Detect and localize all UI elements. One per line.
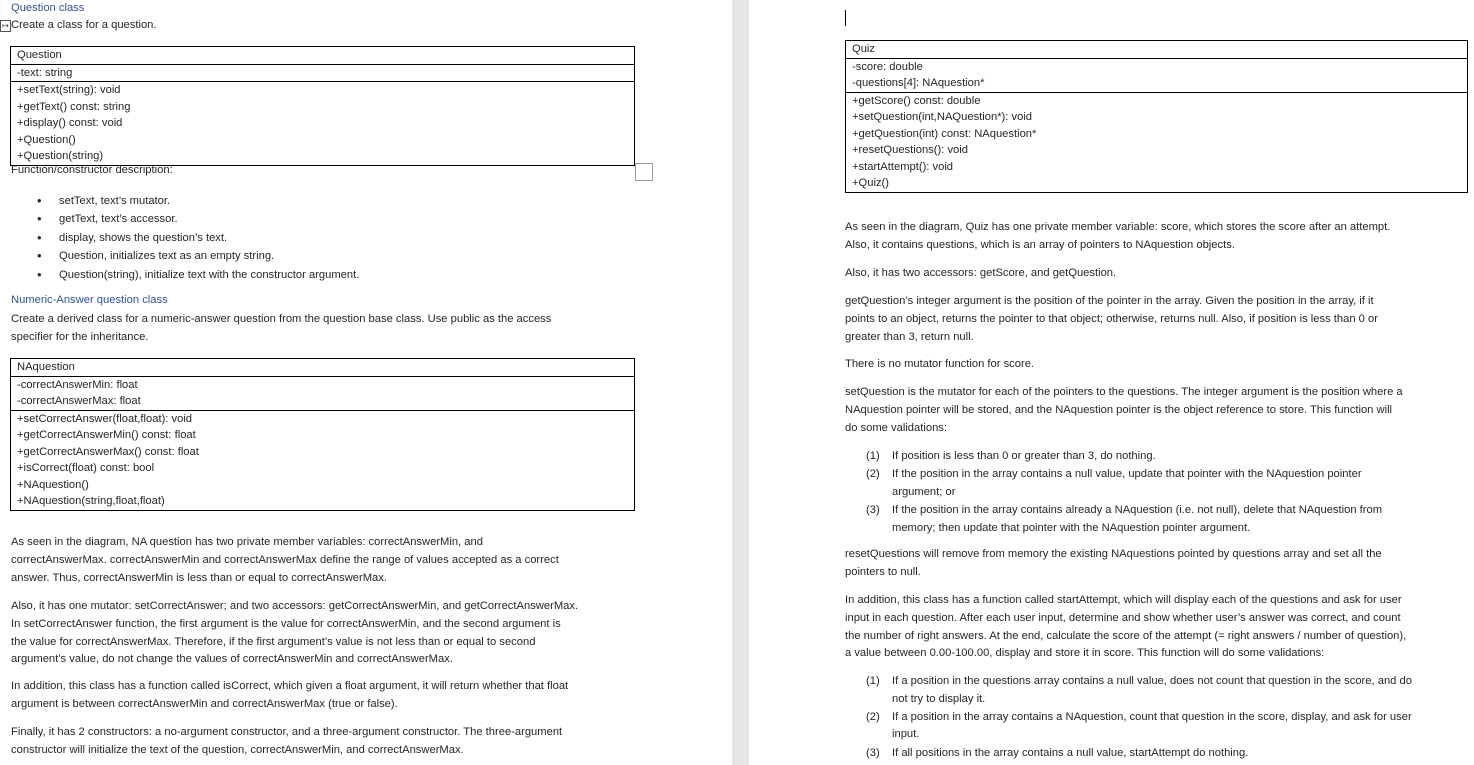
text-line: As seen in the diagram, NA question has two private member variables: correctAnswerMin, and: [11, 536, 483, 548]
text-line: input in each question. After each user input, determine and show whether user’s answer was correct, and count: [845, 611, 1401, 624]
uml-method: +resetQuestions(): void: [852, 144, 968, 156]
uml-method: +setQuestion(int,NAQuestion*): void: [852, 111, 1033, 123]
naq-paragraph-1: [11, 534, 559, 587]
text-line: answer. Thus, correctAnswerMin is less than or equal to correctAnswerMax.: [11, 571, 387, 584]
text-line: NAquestion pointer will be stored, and the NAquestion pointer is the object reference to store. This function will: [845, 403, 1393, 416]
list-item: [866, 673, 1466, 708]
text-line: Create a derived class for a numeric-answer question from the question base class. Use public as the access: [11, 313, 552, 325]
naq-class-heading: Numeric-Answer question class: [11, 294, 168, 306]
naq-paragraph-4: [11, 724, 562, 760]
question-uml-diagram: [10, 46, 635, 166]
text-line: If the position in the array contains already a NAquestion (i.e. not null), delete that NAquestion from: [892, 503, 1383, 516]
text-line: memory; then update that pointer with the NAquestion pointer argument.: [892, 521, 1251, 534]
list-item: [866, 466, 1466, 501]
text-line: points to an object, returns the pointer to that object; otherwise, returns null. Also, if position is less than 0 or: [845, 312, 1378, 325]
list-number: (1): [866, 450, 880, 462]
text-line: correctAnswerMax. correctAnswerMin and correctAnswerMax define the range of values accepted as a correct: [11, 553, 559, 566]
startattempt-validation-list: [866, 673, 1466, 763]
text-line: the number of right answers. At the end, calculate the score of the attempt (= right answers / number of question),: [845, 629, 1407, 642]
uml-class-name: Quiz: [852, 43, 876, 55]
text-line: In addition, this class has a function called isCorrect, which given a float argument, it will return whether that float: [11, 680, 569, 692]
text-line: If position is less than 0 or greater than 3, do nothing.: [892, 450, 1156, 462]
list-number: (2): [866, 468, 880, 481]
text-line: There is no mutator function for score.: [845, 358, 1035, 370]
text-line: constructor will initialize the text of the question, correctAnswerMin, and correctAnswerMax.: [11, 743, 464, 756]
page-gutter: [732, 0, 749, 765]
text-line: If all positions in the array contains a null value, startAttempt do nothing.: [892, 746, 1249, 759]
text-line: In addition, this class has a function called startAttempt, which will display each of the questions and ask for user: [845, 594, 1402, 606]
text-line: Finally, it has 2 constructors: a no-argument constructor, and a three-argument constructor. The three-argument: [11, 726, 563, 738]
list-item: [866, 745, 1466, 763]
text-line: specifier for the inheritance.: [11, 330, 149, 343]
text-line: As seen in the diagram, Quiz has one private member variable: score, which stores the score after an attempt.: [845, 221, 1391, 233]
quiz-paragraph-7: [845, 592, 1406, 663]
uml-method: +startAttempt(): void: [852, 160, 954, 173]
uml-attribute: -correctAnswerMin: float: [17, 378, 138, 391]
list-item: [866, 709, 1466, 744]
list-item: • setText, text’s mutator.: [37, 192, 359, 210]
uml-class-name: NAquestion: [17, 361, 75, 373]
text-line: If the position in the array contains a null value, update that pointer with the NAquestion pointer: [892, 468, 1362, 481]
quiz-paragraph-4: [845, 356, 1034, 374]
text-line: do some validations:: [845, 421, 947, 434]
uml-method: +Question(string): [17, 150, 104, 162]
uml-method: +getCorrectAnswerMin() const: float: [17, 429, 196, 441]
quiz-paragraph-5: [845, 384, 1403, 437]
text-line: Also, it contains questions, which is an array of pointers to NAquestion objects.: [845, 238, 1235, 251]
quiz-paragraph-6: [845, 546, 1382, 582]
uml-attribute: -score: double: [852, 60, 923, 73]
uml-method: +NAquestion(): [17, 478, 89, 491]
uml-method: +getScore() const: double: [852, 94, 981, 107]
list-item: • Question(string), initialize text with the constructor argument.: [37, 266, 359, 284]
text-line: not try to display it.: [892, 692, 986, 705]
list-item: • Question, initializes text as an empty string.: [37, 247, 359, 265]
uml-class-name: Question: [17, 49, 62, 61]
quiz-uml-diagram: [845, 40, 1468, 193]
uml-method: +setText(string): void: [17, 84, 121, 96]
list-number: (1): [866, 675, 880, 687]
text-line: In setCorrectAnswer function, the first argument is the value for correctAnswerMin, and the second argument is: [11, 617, 561, 630]
list-number: (3): [866, 503, 880, 516]
text-line: input.: [892, 728, 920, 741]
list-item: [866, 502, 1466, 537]
uml-method: +getCorrectAnswerMax() const: float: [17, 445, 199, 458]
text-line: Also, it has two accessors: getScore, and getQuestion.: [845, 267, 1117, 279]
uml-method: +getText() const: string: [17, 100, 131, 113]
list-item: [866, 448, 1466, 466]
list-item: • display, shows the question’s text.: [37, 229, 359, 247]
text-line: argument is between correctAnswerMin and correctAnswerMax (true or false).: [11, 697, 398, 710]
uml-method: +isCorrect(float) const: bool: [17, 462, 155, 474]
uml-method: +NAquestion(string,float,float): [17, 495, 165, 507]
list-number: (3): [866, 746, 880, 759]
question-class-heading: Question class: [11, 2, 85, 14]
left-document-page[interactable]: [0, 0, 732, 765]
question-class-intro: Create a class for a question.: [11, 19, 157, 31]
text-line: pointers to null.: [845, 565, 921, 578]
text-line: resetQuestions will remove from memory the existing NAquestions pointed by questions array and set all the: [845, 548, 1382, 560]
list-number: (2): [866, 710, 880, 723]
uml-attribute: -correctAnswerMax: float: [17, 395, 141, 407]
text-line: If a position in the questions array contains a null value, does not count that question in the score, and do: [892, 675, 1412, 687]
naq-intro-paragraph: [11, 311, 551, 347]
text-line: the value for correctAnswerMax. Therefore, if the first argument’s value is not less than or equal to second: [11, 635, 536, 648]
paragraph-anchor-icon[interactable]: ↦: [0, 20, 11, 32]
description-label: Function/constructor description:: [11, 164, 173, 176]
text-line: a value between 0.00-100.00, display and store it in score. This function will do some validations:: [845, 647, 1325, 660]
text-line: If a position in the array contains a NAquestion, count that question in the score, display, and ask for user: [892, 710, 1412, 723]
text-line: getQuestion’s integer argument is the position of the pointer in the array. Given the position in the array, if it: [845, 295, 1374, 307]
text-line: argument’s value, do not change the values of correctAnswerMin and correctAnswerMax.: [11, 653, 453, 666]
uml-method: +Quiz(): [852, 177, 889, 189]
quiz-paragraph-3: [845, 293, 1378, 346]
uml-attribute: -text: string: [17, 66, 73, 79]
uml-method: +Question(): [17, 133, 76, 146]
list-item: • getText, text’s accessor.: [37, 210, 359, 228]
naquestion-uml-diagram: [10, 358, 635, 511]
description-bullet-list: [37, 192, 359, 284]
text-line: argument; or: [892, 485, 956, 498]
uml-method: +getQuestion(int) const: NAquestion*: [852, 127, 1037, 140]
naq-paragraph-3: [11, 678, 568, 714]
uml-attribute: -questions[4]: NAquestion*: [852, 77, 985, 89]
text-line: setQuestion is the mutator for each of the pointers to the questions. The integer argument is the position where a: [845, 386, 1403, 398]
text-line: greater than 3, return null.: [845, 330, 974, 343]
quiz-paragraph-1: [845, 219, 1390, 255]
text-cursor: [845, 10, 846, 26]
setquestion-validation-list: [866, 448, 1466, 538]
uml-method: +setCorrectAnswer(float,float): void: [17, 412, 193, 425]
uml-method: +display() const: void: [17, 117, 123, 129]
text-line: Also, it has one mutator: setCorrectAnswer; and two accessors: getCorrectAnswerMin, and getCorrectAnswerMax.: [11, 600, 579, 612]
quiz-paragraph-2: [845, 265, 1116, 283]
layout-options-checkbox[interactable]: [635, 163, 653, 181]
naq-paragraph-2: [11, 598, 578, 669]
